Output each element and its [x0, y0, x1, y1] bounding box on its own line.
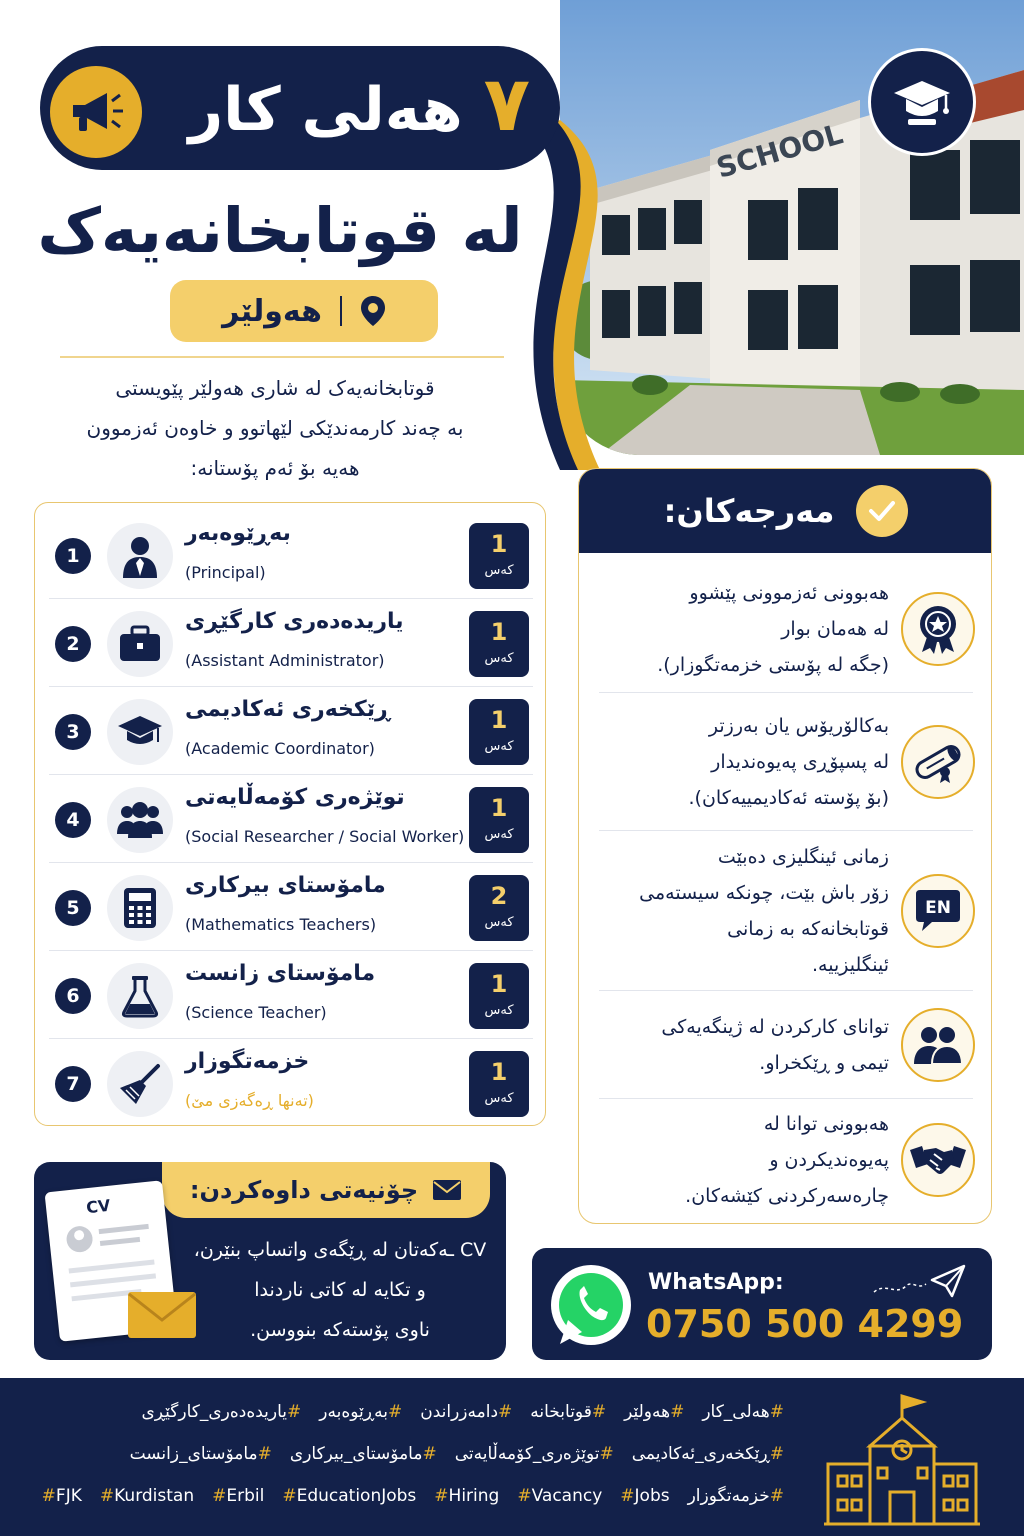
position-title: ڕێکخەری ئەکادیمی [185, 697, 390, 722]
position-number: 3 [55, 714, 91, 750]
requirements-header [579, 469, 992, 553]
hashtag[interactable]: #FJK [41, 1486, 82, 1506]
position-count-badge [469, 611, 529, 677]
requirement-text: زمانی ئینگلیزی دەبێت زۆر باش بێت، چونکە سیستەمی قوتابخانەکە بە زمانی ئینگلیزییە. [639, 846, 889, 976]
hashtag[interactable]: #خزمەتگوزار [687, 1486, 784, 1506]
title-school: لە قوتابخانەیەک [37, 194, 523, 267]
position-count-badge [469, 699, 529, 765]
position-row [49, 777, 533, 863]
apply-header [162, 1162, 490, 1218]
position-count-unit: کەس [484, 739, 514, 754]
position-title: توێژەری کۆمەڵایەتی [185, 785, 405, 810]
position-number: 5 [55, 890, 91, 926]
briefcase-icon [107, 611, 173, 677]
requirements-title: مەرجەکان: [663, 492, 835, 530]
position-number: 2 [55, 626, 91, 662]
school-building-icon [824, 1392, 980, 1528]
hashtag[interactable]: #مامۆستای_زانست [129, 1444, 272, 1464]
requirement-item [599, 831, 973, 991]
hashtag[interactable]: #یاریدەدەری_کارگێڕی [141, 1402, 302, 1422]
hashtag[interactable]: #هەولێر [624, 1402, 685, 1422]
group-icon [107, 787, 173, 853]
position-subtitle: (Mathematics Teachers) [185, 915, 377, 934]
requirement-text: هەبوونی ئەزموونی پێشوو لە هەمان بوار (جگە لە پۆستی خزمەتگوزار). [657, 582, 889, 676]
hashtag[interactable]: #EducationJobs [282, 1486, 417, 1506]
award-badge-icon [901, 592, 975, 666]
title-jobs-label: هەلی کار [188, 75, 463, 145]
position-count: 1 [490, 794, 508, 822]
hero-divider [60, 356, 504, 358]
requirement-text: توانای کارکردن لە ژینگەیەکی تیمی و ڕێکخراو. [661, 1016, 889, 1074]
position-title: خزمەتگوزار [185, 1049, 310, 1074]
apply-instructions: CV ـەکەتان لە ڕێگەی واتساپ بنێرن، و تکایە لە کاتی ناردندا ناوی پۆستەکە بنووسن. [193, 1239, 487, 1341]
megaphone-icon [67, 87, 125, 137]
position-number: 1 [55, 538, 91, 574]
whatsapp-label: WhatsApp: [648, 1270, 784, 1295]
position-count-unit: کەس [484, 651, 514, 666]
position-row [49, 865, 533, 951]
broom-icon [107, 1051, 173, 1117]
requirement-text: بەکالۆریۆس یان بەرزتر لە پسپۆڕی پەیوەندیدار (بۆ پۆستە ئەکادیمییەکان). [688, 715, 889, 809]
position-row [49, 953, 533, 1039]
position-subtitle: (Assistant Administrator) [185, 651, 385, 670]
position-row [49, 1041, 533, 1127]
position-row [49, 601, 533, 687]
handshake-icon [901, 1123, 975, 1197]
position-count: 1 [490, 970, 508, 998]
position-number: 6 [55, 978, 91, 1014]
position-count-unit: کەس [484, 1003, 514, 1018]
apply-title: چۆنیەتی داوەکردن: [189, 1176, 419, 1204]
check-icon [868, 500, 896, 522]
apply-card [34, 1162, 506, 1360]
location-pill [170, 280, 438, 342]
requirements-card [578, 468, 992, 1224]
position-count-badge [469, 1051, 529, 1117]
en-language-icon [901, 874, 975, 948]
hashtag[interactable]: #ڕێکخەری_ئەکادیمی [631, 1444, 784, 1464]
position-subtitle: (تەنها ڕەگەزی مێ) [185, 1091, 314, 1110]
position-number: 4 [55, 802, 91, 838]
position-title: بەڕێوەبەر [185, 521, 291, 546]
position-count-unit: کەس [484, 915, 514, 930]
position-count-badge [469, 875, 529, 941]
position-count: 2 [490, 882, 508, 910]
cv-label: CV [85, 1195, 112, 1218]
svg-text:EN: EN [925, 898, 951, 918]
hashtag-footer [0, 1378, 1024, 1536]
hashtag[interactable]: #مامۆستای_بیرکاری [289, 1444, 437, 1464]
whatsapp-number[interactable]: 0750 500 4299 [646, 1302, 964, 1346]
graduation-cap-badge [868, 48, 976, 156]
location-pin-icon [360, 295, 386, 327]
calculator-icon [107, 875, 173, 941]
hashtag-line-2 [70, 1444, 784, 1474]
location-separator [340, 296, 342, 326]
position-subtitle: (Academic Coordinator) [185, 739, 375, 758]
position-count: 1 [490, 618, 508, 646]
position-count-badge [469, 963, 529, 1029]
hashtag[interactable]: #Kurdistan [99, 1486, 195, 1506]
whatsapp-icon [548, 1262, 634, 1348]
person-tie-icon [107, 523, 173, 589]
city-name: هەولێر [222, 293, 322, 329]
position-count: 1 [490, 706, 508, 734]
graduation-cap-icon [892, 75, 952, 129]
position-row [49, 689, 533, 775]
hashtag[interactable]: #Hiring [434, 1486, 500, 1506]
requirement-item [599, 1099, 973, 1221]
hashtag[interactable]: #Erbil [212, 1486, 265, 1506]
diploma-icon [901, 725, 975, 799]
position-count: 1 [490, 1058, 508, 1086]
check-badge [856, 485, 908, 537]
position-title: یاریدەدەری کارگێڕی [185, 609, 404, 634]
hashtag[interactable]: #قوتابخانە [530, 1402, 607, 1422]
position-subtitle: (Principal) [185, 563, 266, 582]
requirement-item [599, 991, 973, 1099]
position-row [49, 513, 533, 599]
intro-text: قوتابخانەیەک لە شاری هەولێر پێویستی بە چەند کارمەندێکی لێهاتوو و خاوەن ئەزموون هەیە بۆ ئەم پۆستانە: [86, 376, 464, 480]
hashtag[interactable]: #بەڕێوەبەر [319, 1402, 403, 1422]
position-count-badge [469, 787, 529, 853]
hashtag-line-1 [70, 1402, 784, 1432]
hashtag[interactable]: #توێژەری_کۆمەڵایەتی [454, 1444, 614, 1464]
position-subtitle: (Social Researcher / Social Worker) [185, 827, 465, 846]
requirement-item [599, 693, 973, 831]
position-count-unit: کەس [484, 1091, 514, 1106]
megaphone-badge [50, 66, 142, 158]
requirement-text: هەبوونی توانا لە پەیوەندیکردن و چارەسەرکردنی کێشەکان. [685, 1113, 889, 1207]
jobs-number: ٧ [483, 59, 530, 148]
title-jobs-count [160, 54, 530, 154]
graduation-cap-icon [107, 699, 173, 765]
hashtag-line-3 [41, 1486, 784, 1516]
school-sign: SCHOOL [712, 117, 847, 185]
position-count-badge [469, 523, 529, 589]
position-count-unit: کەس [484, 827, 514, 842]
paper-plane-icon [872, 1262, 966, 1302]
hashtag[interactable]: #دامەزراندن [420, 1402, 513, 1422]
position-title: مامۆستای بیرکاری [185, 873, 386, 898]
position-count: 1 [490, 530, 508, 558]
position-subtitle: (Science Teacher) [185, 1003, 327, 1022]
hashtag[interactable]: #هەلی_کار [702, 1402, 784, 1422]
team-icon [901, 1008, 975, 1082]
position-count-unit: کەس [484, 563, 514, 578]
flask-icon [107, 963, 173, 1029]
position-number: 7 [55, 1066, 91, 1102]
position-title: مامۆستای زانست [185, 961, 376, 986]
envelope-icon [432, 1179, 462, 1201]
hashtag[interactable]: #Vacancy [517, 1486, 603, 1506]
positions-list [34, 502, 546, 1126]
hashtag[interactable]: #Jobs [620, 1486, 670, 1506]
requirement-item [599, 565, 973, 693]
